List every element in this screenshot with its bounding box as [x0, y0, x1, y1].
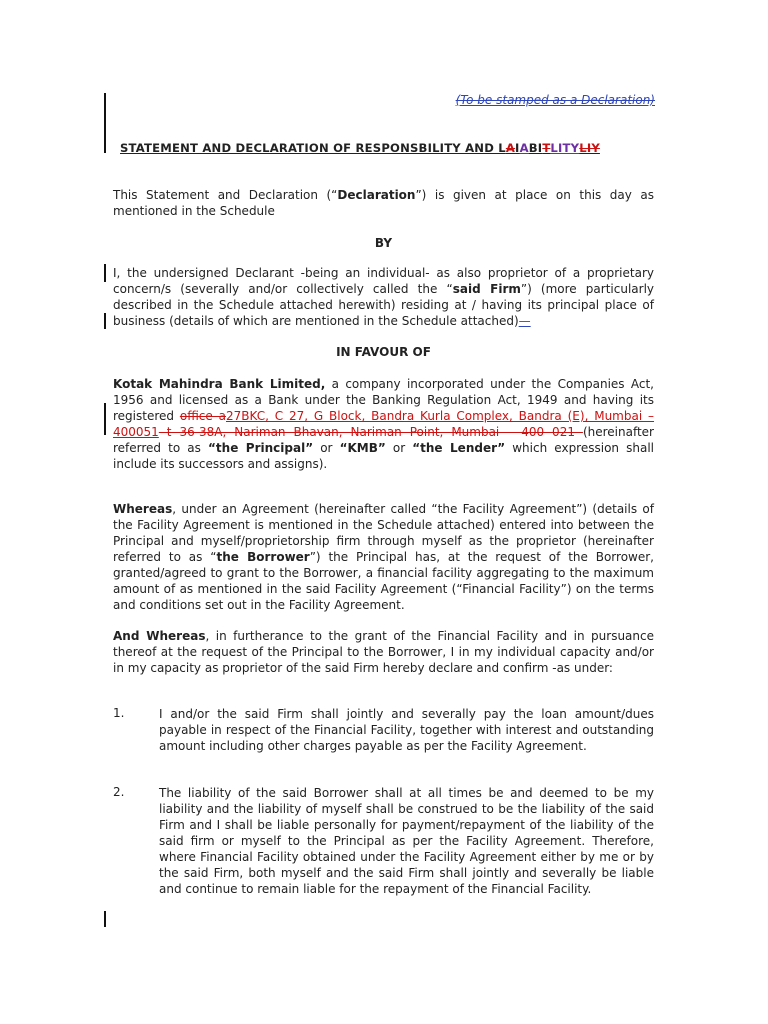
by-heading: BY: [374, 236, 393, 250]
bank-paragraph: Kotak Mahindra Bank Limited, a company incorporated under the Companies Act, 1956 and licensed as a Bank under the Banking Regulation Act, 1949 and having its registered office a27BKC, C 27, G Block, Bandra Kurla Complex, Bandra (E), Mumbai – 400051 t 36-38A, Nariman Bhavan, Nariman Point, Mumbai – 400 021 (hereinafter referred to as “the Principal” or “KMB” or “the Lender” which expression shall include its successors and assigns).: [113, 377, 655, 471]
change-bar: [104, 93, 106, 153]
change-bar: [104, 911, 106, 927]
whereas-paragraph: Whereas, under an Agreement (hereinafter called “the Facility Agreement”) (details of the Facility Agreement is mentioned in the Schedule attached) entered into between the Principal and myself/proprietorship firm through myself as the proprietor (hereinafter referred to as “the Borrower”) the Principal has, at the request of the Borrower, granted/agreed to grant to the Borrower, a financial facility aggregating to the maximum amount of as mentioned in the said Facility Agreement (“Financial Facility”) on the terms and conditions set out in the Facility Agreement.: [113, 502, 654, 612]
clause-number: 1.: [113, 706, 125, 720]
in-favour-heading: IN FAVOUR OF: [336, 345, 431, 359]
stamp-note: (To be stamped as a Declaration): [455, 93, 655, 107]
and-whereas-paragraph: And Whereas, in furtherance to the grant of the Financial Facility and in pursuance thereof at the request of the Principal to the Borrower, I in my individual capacity and/or in my capacity as proprietor of the said Firm hereby declare and confirm -as under:: [113, 629, 654, 675]
clause-text: The liability of the said Borrower shall at all times be and deemed to be my liability and the liability of myself shall be construed to be the liability of the said Firm and I shall be liable personally for payment/repayment of the liability of the said firm or myself to the Principal as per the Facility Agreement. Therefore, where Financial Facility obtained under the Facility Agreement either by me or by the said Firm, both myself and the said Firm shall jointly and severally be liable and continue to remain liable for the repayment of the Financial Facility.: [159, 786, 654, 896]
clause-number: 2.: [113, 785, 125, 799]
change-bar: [104, 313, 106, 329]
intro-paragraph: This Statement and Declaration (“Declaration”) is given at place on this day as mentioned in the Schedule: [113, 188, 654, 218]
clause-text: I and/or the said Firm shall jointly and severally pay the loan amount/dues payable in respect of the Financial Facility, together with interest and outstanding amount including other charges payable as per the Facility Agreement.: [159, 707, 654, 753]
change-bar: [104, 264, 106, 282]
declarant-paragraph: I, the undersigned Declarant -being an individual- as also proprietor of a proprietary concern/s (severally and/or collectively called the “said Firm”) (more particularly described in the Schedule attached herewith) residing at / having its principal place of business (details of which are mentioned in the Schedule attached)—: [113, 266, 655, 328]
change-bar: [104, 403, 106, 435]
document-title: STATEMENT AND DECLARATION OF RESPONSBILITY AND LAIABITLITYLIY: [120, 141, 600, 155]
